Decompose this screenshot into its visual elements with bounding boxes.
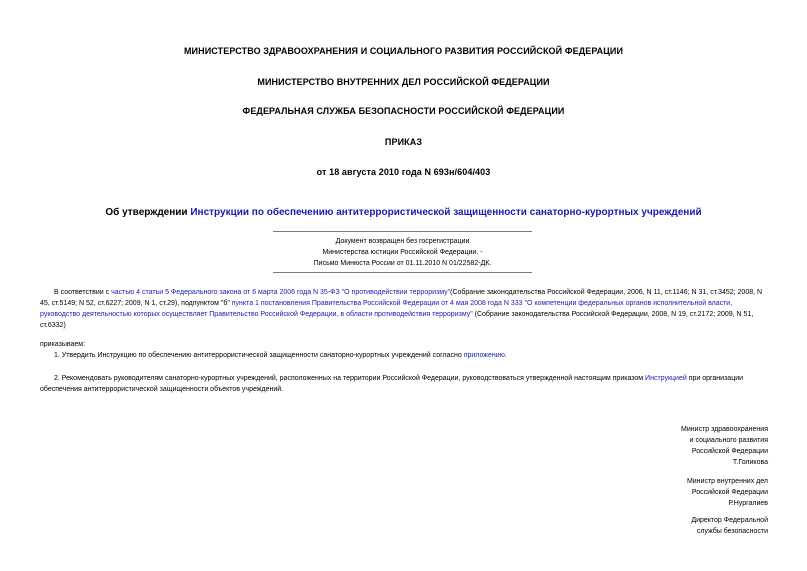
order-item-2 <box>40 373 770 395</box>
document-title <box>0 207 807 218</box>
fsb-header: ФЕДЕРАЛЬНАЯ СЛУЖБА БЕЗОПАСНОСТИ РОССИЙСКОЙ ФЕДЕРАЦИИ <box>242 106 565 116</box>
registration-note-line3: Письмо Минюста России от 01.11.2010 N 01/22582-ДК. <box>313 260 492 267</box>
instruction-title-link[interactable]: Инструкции по обеспечению антитеррористической защищенности санаторно-курортных учреждений <box>190 207 702 218</box>
title-prefix: Об утверждении <box>105 207 191 218</box>
registration-note-line2: Министерства юстиции Российской Федерации. - <box>322 249 483 256</box>
preamble-text-2: (Собрание законодательства Российской Федерации, 2006, N 11, ст.1146; N 31, ст.3452; 2008, N 45, ст.5149; N 52, ст.6227; 2009, N 1, ст.29), подпунктом "б" <box>40 289 763 307</box>
preamble-text-1: В соответствии с <box>54 289 112 296</box>
instruction-link[interactable]: Инструкцией <box>645 375 687 382</box>
preamble-text-3: (Собрание законодательства Российской Федерации, 2008, N 19, ст.2172; 2009, N 51, ст.6332) <box>40 311 754 329</box>
government-resolution-link[interactable]: пункта 1 постановления Правительства Российской Федерации от 4 мая 2008 года N 333 "О компетенции федеральных органов исполнительной власти, руководство деятельностью которых осуществляет Правительство Российской Федерации, в области противодействия терроризму" <box>40 300 733 318</box>
item1-text: 1. Утвердить Инструкцию по обеспечению антитеррористической защищенности санаторно-курортных учреждений согласно <box>54 352 464 359</box>
signature-line: Министр здравоохранения <box>681 426 768 433</box>
signature-line: Министр внутренних дел <box>686 478 768 485</box>
appendix-link[interactable]: приложению <box>463 352 505 359</box>
signature-interior-minister <box>568 476 768 509</box>
ministry-health-header: МИНИСТЕРСТВО ЗДРАВООХРАНЕНИЯ И СОЦИАЛЬНОГО РАЗВИТИЯ РОССИЙСКОЙ ФЕДЕРАЦИИ <box>183 46 624 56</box>
registration-note-line1: Документ возвращен без госрегистрации <box>335 238 470 245</box>
signature-line: Российской Федерации <box>691 489 768 496</box>
signature-name: Р.Нургалиев <box>728 500 768 507</box>
item2-end: при организации обеспечения антитеррористической защищенности объектов учреждений. <box>40 375 744 393</box>
signature-line: службы безопасности <box>696 528 768 535</box>
order-date-number: от 18 августа 2010 года N 693н/604/403 <box>316 167 491 177</box>
order-type-header: ПРИКАЗ <box>384 137 423 147</box>
signature-health-minister <box>568 424 768 468</box>
preamble-paragraph <box>40 287 770 331</box>
item1-end: . <box>504 352 507 359</box>
signature-line: и социального развития <box>689 437 768 444</box>
signature-line: Директор Федеральной <box>691 517 768 524</box>
registration-note <box>273 231 532 273</box>
signature-fsb-director <box>568 515 768 537</box>
ministry-interior-header: МИНИСТЕРСТВО ВНУТРЕННИХ ДЕЛ РОССИЙСКОЙ ФЕДЕРАЦИИ <box>257 77 550 87</box>
federal-law-link[interactable]: частью 4 статьи 5 Федерального закона от 6 марта 2006 года N 35-ФЗ "О противодействии терроризму" <box>111 289 451 296</box>
signature-name: Т.Голикова <box>732 459 768 466</box>
order-word: приказываем: <box>40 341 86 348</box>
item2-text: 2. Рекомендовать руководителям санаторно-курортных учреждений, расположенных на территории Российской Федерации, руководствоваться утвержденной настоящим приказом <box>54 375 646 382</box>
order-item-1 <box>40 350 770 361</box>
signature-line: Российской Федерации <box>691 448 768 455</box>
